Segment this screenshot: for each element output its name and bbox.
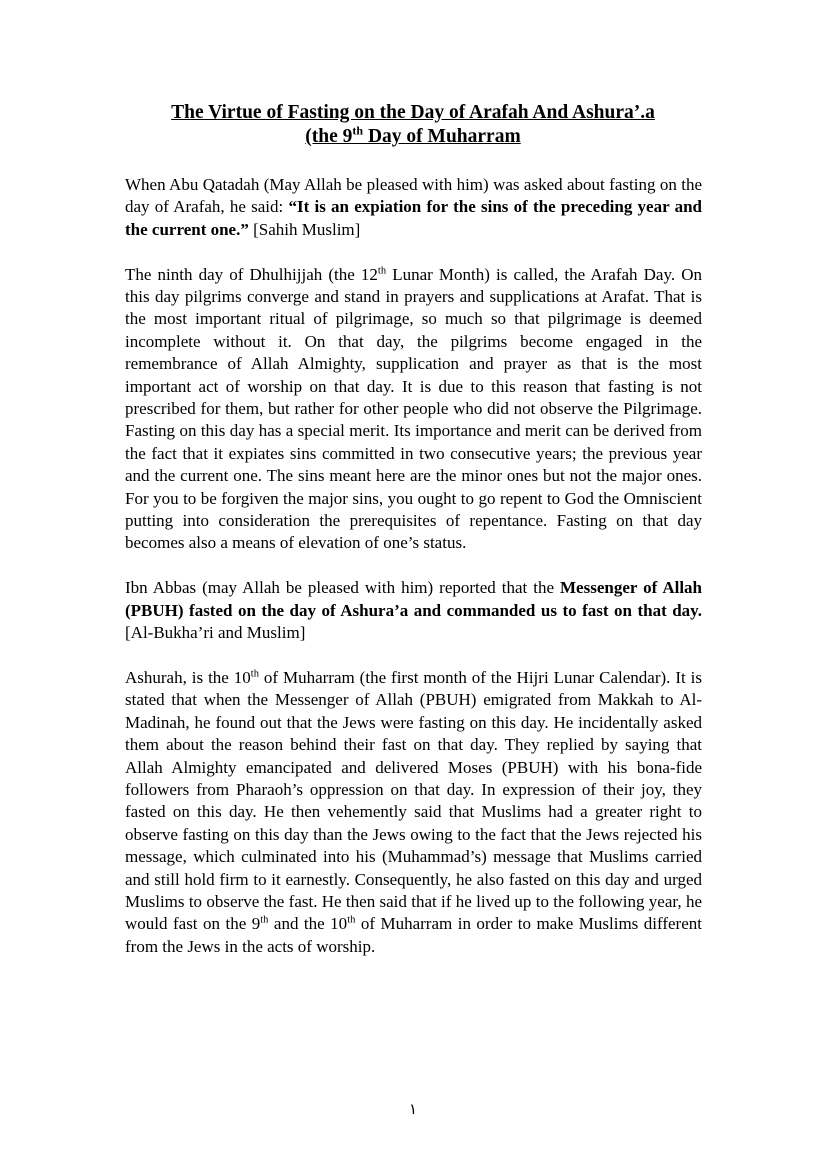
title-line-2-end: Day of Muharram bbox=[363, 126, 521, 147]
ordinal-suffix: th bbox=[250, 668, 259, 680]
paragraph-text: Ashurah, is the 10 bbox=[125, 667, 251, 687]
title-line-1: The Virtue of Fasting on the Day of Arafah And Ashura’.a bbox=[171, 102, 655, 123]
hadith-quote: Messenger of Allah (PBUH) fasted on the day of Ashura’a and commanded us to fast on that day. bbox=[125, 578, 702, 620]
ordinal-suffix: th bbox=[260, 914, 269, 926]
paragraph-text: of Muharram in order to make Muslims different from the Jews in the acts of worship. bbox=[125, 914, 702, 956]
paragraph-abu-qatadah bbox=[125, 174, 702, 241]
paragraph-text: of Muharram (the first month of the Hijri Lunar Calendar). It is stated that when the Messenger of Allah (PBUH) emigrated from Makkah to Al-Madinah, he found out that the Jews were fasting on this day. He incidentally asked them about the reason behind their fast on that day. They replied by saying that Allah Almighty emancipated and delivered Moses (PBUH) with his bona-fide followers from Pharaoh’s oppression on that day. In expression of their joy, they fasted on this day. He then vehemently said that Muslims had a greater right to observe fasting on this day than the Jews owing to the fact that the Jews rejected his message, which culminated into his (Muhammad’s) message that Muslims carried and still hold firm to it earnestly. Consequently, he also fasted on this day and urged Muslims to observe the fast. He then said that if he lived up to the following year, he would fast on the 9 bbox=[125, 667, 702, 934]
paragraph-text: Lunar Month) is called, the Arafah Day. On this day pilgrims converge and stand in prayers and supplications at Arafat. That is the most important ritual of pilgrimage, so much so that pilgrimage is deemed incomplete without it. On that day, the pilgrims become engaged in the remembrance of Allah Almighty, supplication and prayer as that is the most important act of worship on that day. It is due to this reason that fasting is not prescribed for them, but rather for other people who did not observe the Pilgrimage. Fasting on this day has a special merit. Its importance and merit can be derived from the fact that it expiates sins committed in two consecutive years; the previous year and the current one. The sins meant here are the minor ones but not the major ones. For you to be forgiven the major sins, you ought to go repent to God the Omniscient putting into consideration the prerequisites of repentance. Fasting on that day becomes also a means of elevation of one’s status. bbox=[125, 264, 702, 553]
paragraph-ashurah bbox=[125, 667, 702, 958]
document-title bbox=[100, 101, 726, 149]
hadith-quote: “It is an expiation for the sins of the preceding year and the current one.” bbox=[125, 197, 702, 239]
document-body bbox=[125, 174, 702, 981]
paragraph-arafah-day bbox=[125, 264, 702, 555]
title-line-2 bbox=[100, 125, 726, 149]
page-number: ١ bbox=[408, 1102, 418, 1118]
paragraph-text: The ninth day of Dhulhijjah (the 12 bbox=[125, 264, 378, 284]
hadith-source: [Al-Bukha’ri and Muslim] bbox=[125, 623, 306, 643]
ordinal-suffix: th bbox=[347, 914, 356, 926]
title-ordinal-suffix: th bbox=[352, 123, 364, 138]
ordinal-suffix: th bbox=[377, 264, 387, 276]
paragraph-text: When Abu Qatadah (May Allah be pleased with him) was asked about fasting on the day of Arafah, he said: bbox=[125, 175, 702, 217]
hadith-source: [Sahih Muslim] bbox=[248, 219, 361, 239]
paragraph-ibn-abbas bbox=[125, 577, 702, 644]
paragraph-text: Ibn Abbas (may Allah be pleased with him) reported that the bbox=[125, 578, 561, 598]
title-line-2-start: (the 9 bbox=[305, 126, 353, 147]
paragraph-text: and the 10 bbox=[268, 914, 348, 934]
